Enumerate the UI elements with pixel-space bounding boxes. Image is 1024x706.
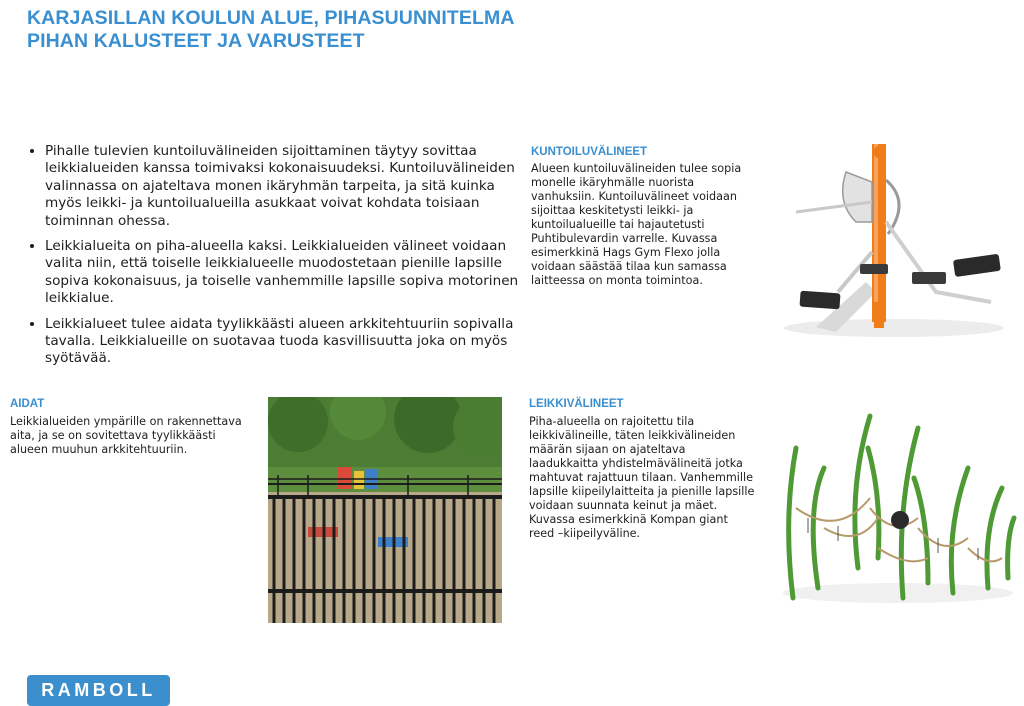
fitness-equipment-image: [776, 142, 1012, 340]
title-line-2: PIHAN KALUSTEET JA VARUSTEET: [27, 30, 365, 52]
play-equipment-heading: LEIKKIVÄLINEET: [529, 398, 624, 410]
ramboll-logo: RAMBOLL: [27, 675, 170, 706]
title-line-1: KARJASILLAN KOULUN ALUE, PIHASUUNNITELMA: [27, 7, 515, 29]
bullet-fitness-placement: • Pihalle tulevien kuntoiluvälineiden sijoittaminen täytyy sovittaa leikkialueiden kanssa toimivaksi kokonaisuudeksi. Kuntoiluvälineiden valinnassa on ajateltava monen ikäryhmän tarpeita, ja sitä kuinka myös leikki- ja kuntoilualueilla asukkaat voivat kohdata toisiaan toiminnan ohessa.: [45, 143, 530, 230]
bullet-fencing: • Leikkialueet tulee aidata tyylikkäästi alueen arkkitehtuuriin sopivalla tavalla. Leikkialueille on suotavaa tuoda kasvillisuutta joka on myös syötävää.: [45, 316, 530, 368]
fence-photo: [268, 397, 502, 623]
play-equipment-text: Piha-alueella on rajoitettu tila leikkivälineille, täten leikkivälineiden määrän sijaan on ajateltava laadukkaitta yhdistelmävälineitä jotka mahtuvat rajattuun tilaan. Vanhemmille lapsille kiipeilylaitteita ja pienille lapsille voidaan suunnata keinut ja mäet. Kuvassa esimerkkinä Kompan giant reed –kiipeilyväline.: [529, 415, 755, 540]
bullet-play-areas: • Leikkialueita on piha-alueella kaksi. Leikkialueiden välineet voidaan valita niin, että toiselle leikkialueelle muodostetaan pienille lapsille sopiva kokonaisuus, ja toiselle vanhemmille lapsille sopiva motorinen leikkialue.: [45, 238, 530, 308]
page-title: [27, 7, 515, 53]
fences-text: Leikkialueiden ympärille on rakennettava aita, ja se on sovitettava tyylikkäästi alueen muuhun arkkitehtuuriin.: [10, 415, 242, 456]
fitness-equipment-heading: KUNTOILUVÄLINEET: [531, 146, 648, 158]
climbing-equipment-image: [778, 408, 1018, 608]
fitness-equipment-text: Alueen kuntoiluvälineiden tulee sopia monelle ikäryhmälle nuorista vanhuksiin. Kuntoiluvälineet voidaan sijoittaa keskitetysti leikki- ja kuntoilualueille tai hajautetusti Puhtibulevardin varrelle. Kuvassa esimerkkinä Hags Gym Flexo jolla voidaan säästää tilaa kun samassa laitteessa on monta toimintoa.: [531, 162, 742, 287]
intro-bullet-list: [27, 143, 530, 376]
fences-heading: AIDAT: [10, 398, 45, 410]
